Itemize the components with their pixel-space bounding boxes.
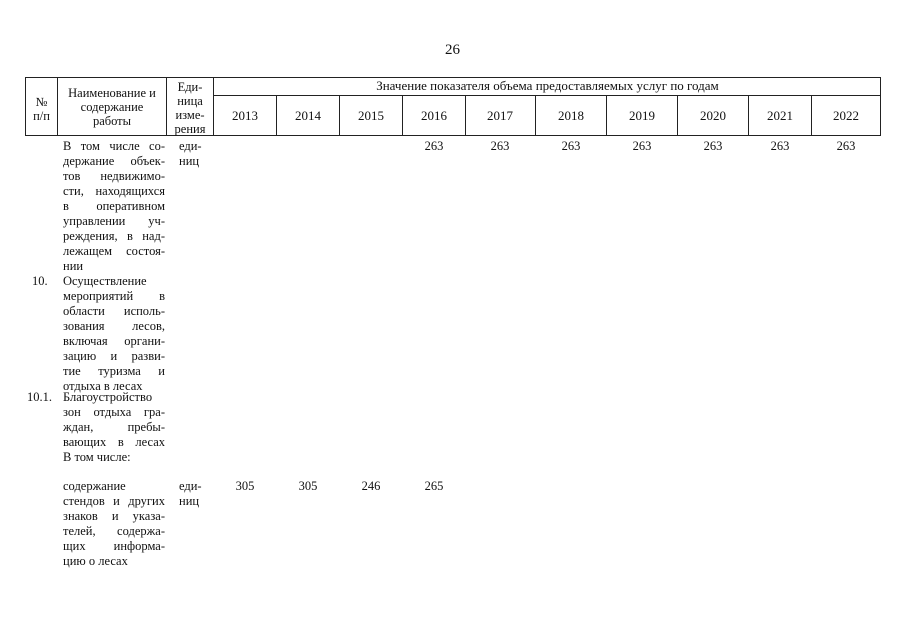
value-2017: 263 [490,139,510,153]
row-unit: еди- ниц [179,479,202,508]
value-2013: 305 [235,479,255,493]
year-2017: 2017 [487,108,513,123]
value-2022: 263 [836,139,856,153]
row-name: Осуществление мероприятий в области исполь- зования лесов, включая органи- зацию и разви- тие туризма и отдыха в лесах [63,274,165,393]
divider [213,95,881,96]
header-col-name: Наименование и содержание работы [68,86,156,128]
value-2020: 263 [703,139,723,153]
row-name: Благоустройство зон отдыха гра- ждан, пребы- вающих в лесах В том числе: [63,390,165,464]
value-2019: 263 [632,139,652,153]
divider [606,95,607,136]
page-number: 26 [445,42,460,58]
year-2018: 2018 [558,108,584,123]
year-2019: 2019 [629,108,655,123]
year-2021: 2021 [767,108,793,123]
row-name: содержание стендов и других знаков и указа- телей, содержа- щих информа- цию о лесах [63,479,165,568]
divider [811,95,812,136]
value-2016: 265 [424,479,444,493]
value-2021: 263 [770,139,790,153]
value-2018: 263 [561,139,581,153]
row-name: В том числе со- держание объек- тов недвижимо- сти, находящихся в оперативном управлении уч- реждения, в над- лежащем состоя- нии [63,139,165,273]
year-2015: 2015 [358,108,384,123]
header-col-number: № п/п [33,95,50,123]
value-2014: 305 [298,479,318,493]
divider [535,95,536,136]
value-2015: 246 [361,479,381,493]
year-2014: 2014 [295,108,321,123]
year-2013: 2013 [232,108,258,123]
year-2022: 2022 [833,108,859,123]
divider [465,95,466,136]
row-unit: еди- ниц [179,139,202,168]
value-2016: 263 [424,139,444,153]
header-col-values: Значение показателя объема предоставляемых услуг по годам [376,78,719,93]
row-number: 10.1. [27,390,52,404]
year-2016: 2016 [421,108,447,123]
divider [677,95,678,136]
row-number: 10. [32,274,48,288]
year-2020: 2020 [700,108,726,123]
header-col-unit: Еди- ница изме- рения [174,80,206,136]
